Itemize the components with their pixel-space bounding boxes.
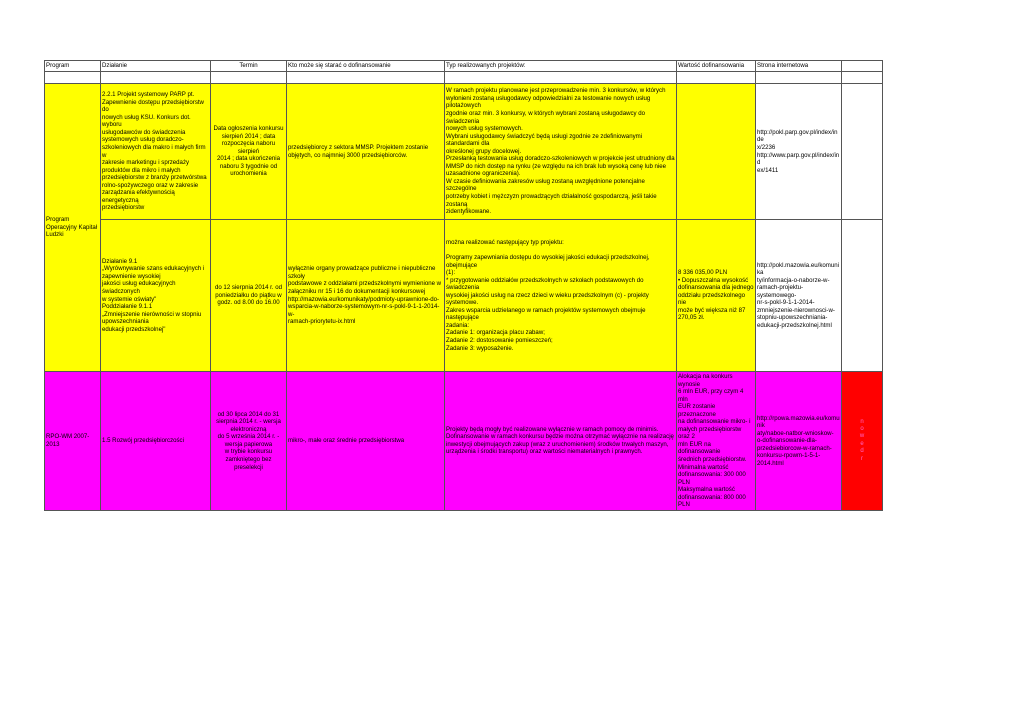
table-row [45,372,883,511]
spacer-row [45,72,883,84]
cell-program: Program Operacyjny Kapitał Ludzki [45,84,101,372]
cell-typ: Projekty będą mogły być realizowane wyłącznie w ramach pomocy de minimis. Dofinansowanie w ramach konkursu będzie można otrzymać wyłącznie na realizację inwestycji obejmujących zakup (wraz z uruchomieniem) środków trwałych maszyn, urządzenia i środki transportu) oraz wartości niematerialnych i prawnych. [445,372,677,511]
cell-program: RPO-WM 2007- 2013 [45,372,101,511]
table-row [45,84,883,220]
cell-strona: http://rpowa.mazowia.eu/komunik aty/naboe-natbor-wnioskow- o-dofinansowanie-dla- przedsiebiorcow-w-ramach- konkursu-rpowm-1-5-1- 2014.html [756,372,842,511]
header-typ: Typ realizowanych projektów: [445,61,677,72]
cell-typ: W ramach projektu planowane jest przeprowadzenie min. 3 konkursów, w których wyłonieni zostaną usługodawcy odpowiedzialni za testowanie nowych usług pilotażowych zgodnie oraz min. 3 konkursy, w których wybrani zostaną usługodawcy do świadczenia nowych usług systemowych. Wybrani usługodawcy świadczyć będą usługi zgodnie ze zdefiniowanymi standardami dla określonej grupy docelowej. Przesłanką testowania usług doradczo-szkoleniowych w projekcie jest utrudniony dla MMSP do nich dostęp na rynku (ze względu na ich brak lub wysoką cenę lub niee uzasadnione ograniczenia). W czasie definiowania zakresów usług zostaną uwzględnione potencjalne szczególne potrzeby kobiet i mężczyzn prowadzących działalność gospodarczą, jeśli takie zostaną zidentyfikowane. [445,84,677,220]
header-strona: Strona internetowa [756,61,842,72]
header-row [45,61,883,72]
cell-wartosc: 8 336 035,00 PLN • Dopuszczalna wysokość dofinansowania dla jednego oddziału przedszkolnego nie może być większa niż 87 270,05 zł. [677,220,756,372]
cell-dzialanie: 1.5 Rozwój przedsiębiorczości [101,372,211,511]
cell-termin: do 12 sierpnia 2014 r. od poniedziałku do piątku w godz. od 8.00 do 16.00 [211,220,287,372]
cell-kto: wyłącznie organy prowadzące publiczne i niepubliczne szkoły podstawowe z oddziałami przedszkolnymi wymienione w załączniku nr 15 i 16 do dokumentacji konkursowej http://mazowia.eu/komunikaty/podmioty-uprawnione-do- wsparcia-w-naborze-systemowym-nr-s-pokl-9-1-1-2014-w- ramach-priorytetu-ix.html [287,220,445,372]
cell-typ: można realizować następujący typ projektu: Programy zapewniania dostępu do wysokiej jakości edukacji przedszkolnej, obejmujące (1): * przygotowanie oddziałów przedszkolnych w szkołach podstawowych do świadczenia wysokiej jakości usług na rzecz dzieci w wieku przedszkolnym (c) - projekty systemowe. Zakres wsparcia udzielanego w ramach projektów systemowych obejmuje następujące zadania: Zadanie 1: organizacja placu zabaw; Zadanie 2: dostosowanie pomieszczeń; Zadanie 3: wyposażenie. [445,220,677,372]
cell-wartosc [677,84,756,220]
cell-termin: od 30 lipca 2014 do 31 sierpnia 2014 r. - wersja elektroniczną do 5 września 2014 r. - wersja papierowa w trybie konkursu zamkniętego bez preselekcji [211,372,287,511]
header-dzialanie: Działanie [101,61,211,72]
header-termin: Termin [211,61,287,72]
header-empty [842,61,883,72]
cell-strona: http://pokl.mazowia.eu/komunika ty/informacja-o-naborze-w- ramach-projektu-systemowego- nr-s-pokl-9-1-1-2014- zmniejszenie-nierownosci-w- stopniu-upowszechniania- edukacji-przedszkolnej.html [756,220,842,372]
header-program: Program [45,61,101,72]
header-kto: Kto może się starać o dofinansowanie [287,61,445,72]
cell-dzialanie: Działanie 9.1 „Wyrównywanie szans edukacyjnych i zapewnienie wysokiej jakości usług edukacyjnych świadczonych w systemie oświaty" Poddziałanie 9.1.1 „Zmniejszenie nierówności w stopniu upowszechniania edukacji przedszkolnej" [101,220,211,372]
header-wartosc: Wartość dofinansowania [677,61,756,72]
cell-wartosc: Alokacja na konkurs wynosie 6 mln EUR, przy czym 4 mln EUR zostanie przeznaczone na dofinansowanie mikro- i małych przedsiębiorstw oraz 2 mln EUR na dofinansowanie średnich przedsiębiorstw. Minimalna wartość dofinansowania: 300 000 PLN Maksymalna wartość dofinansowania: 800 000 PLN [677,372,756,511]
cell-dzialanie: 2.2.1 Projekt systemowy PARP pt. Zapewnienie dostępu przedsiębiorstw do nowych usług KSU. Konkurs dot. wyboru usługodawców do świadczenia systemowych usług doradczo- szkoleniowych dla makro i małych firm w zakresie marketingu i sprzedaży produktów dla mikro i małych przedsiębiorstw z branży przetwórstwa rolno-spożywczego oraz w zakresie zarządzania efektywnością energetyczną przedsiębiorstw [101,84,211,220]
cell-strona: http://pokl.parp.gov.pl/index/inde x/2236 http://www.parp.gov.pl/index/ind ex/1411 [756,84,842,220]
cell-extra [842,220,883,372]
cell-kto: mikro-, małe oraz średnie przedsiębiorstwa [287,372,445,511]
cell-extra: n o w e d r [842,372,883,511]
cell-kto: przedsiębiorcy z sektora MMSP. Projektem zostanie objętych, co najmniej 3000 przedsiębiorców. [287,84,445,220]
funding-table [44,60,883,511]
table-row [45,220,883,372]
cell-extra [842,84,883,220]
cell-termin: Data ogłoszenia konkursu sierpień 2014 ; data rozpoczęcia naboru sierpień 2014 ; data ukończenia naboru 3 tygodnie od urochomienia [211,84,287,220]
